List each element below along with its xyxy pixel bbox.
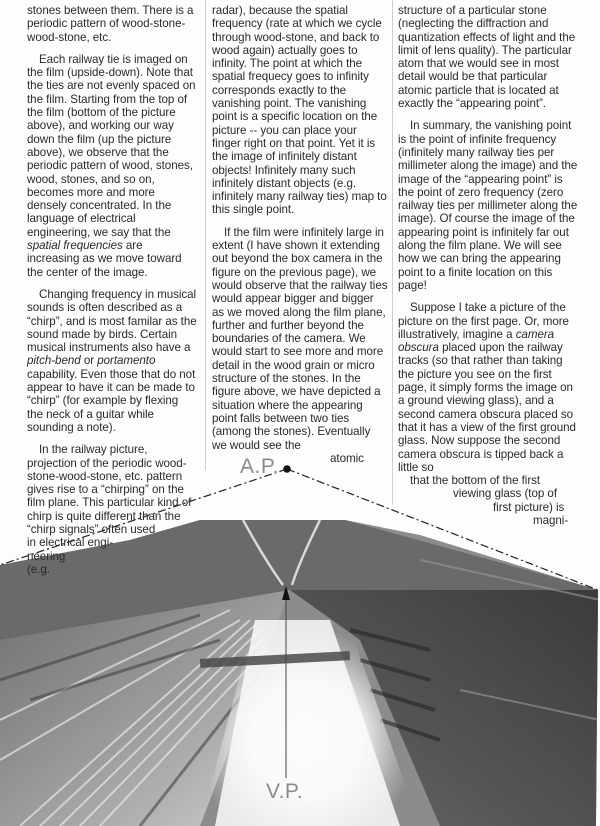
paragraph [27, 53, 197, 279]
text-run: Each railway tie is imaged on the film (upside-down). Note that the ties are not evenly spaced on the film. Starting from the top of the film (bottom of the picture above), and working our way down the film (up the picture above), we observe that the periodic pattern of wood, stones, wood, stones, and so on, becomes more and more densely concentrated. In the language of electrical engineering, we say that the [27, 52, 196, 239]
wrapped-line: that the bottom of the first [410, 474, 541, 488]
text-column-2 [212, 4, 388, 465]
wrapped-line: (e.g. [27, 562, 50, 576]
text-run: Suppose I take a picture of the picture on the first page. Or, more illustratively, imagine a [398, 301, 569, 341]
emphasis-text: portamento [97, 354, 156, 368]
paragraph [398, 301, 578, 474]
wrapped-line: in electrical engi- [27, 536, 114, 550]
paragraph [398, 119, 578, 292]
paragraph [398, 4, 578, 110]
text-column-1 [27, 4, 197, 576]
paragraph [212, 226, 388, 452]
text-run: structure of a particular stone (neglecting the diffraction and quantization effects of light and the limit of lens quality). The particular atom that we would see in most detail would be that particular atomic particle that is located at exactly the “appearing point”. [398, 4, 576, 111]
paragraph [27, 288, 197, 434]
wrapped-line: neering [27, 549, 66, 563]
text-run: are increasing as we move toward the center of the image. [27, 239, 182, 279]
appearing-point-label: A.P. [240, 455, 279, 478]
emphasis-text: pitch-bend [27, 354, 81, 368]
wrapped-line: atomic [330, 451, 364, 465]
wrapped-line: first picture) is [493, 500, 565, 514]
text-run: In summary, the vanishing point is the point of infinite frequency (infinitely many railway ties per millimeter along the image) and the image of the “appearing point” is the point of zero frequency (zero railway ties per millimeter along the image). Of course the image of the appearing point is infinitely far out along the film plane. We will see how we can bring the appearing point to a finite location on this page! [398, 119, 578, 292]
text-run: If the film were infinitely large in extent (I have shown it extending out beyond the box camera in the figure on the previous page), we would observe that the railway ties would appear bigger and bigger as we moved along the film plane, further and further beyond the boundaries of the camera. We would start to see more and more detail in the wood grain or micro structure of the stones. In the figure above, we have depicted a situation where the appearing point falls between two ties (among the stones). Eventually we would see the [212, 225, 388, 452]
vanishing-point-label: V.P. [266, 780, 304, 803]
emphasis-text: spatial frequencies [27, 239, 123, 253]
wrapped-line: viewing glass (top of [453, 487, 557, 501]
text-column-3 [398, 4, 578, 527]
text-run: or [80, 354, 98, 368]
appearing-point-dot [283, 465, 291, 473]
column-separator [205, 0, 206, 470]
text-run: stones between them. There is a periodic pattern of wood-stone-wood-stone, etc. [27, 4, 194, 44]
text-run: In the railway picture, projection of the periodic wood-stone-wood-stone, etc. pattern gives rise to a “chirping” on the film plane. This particular kind of chirp is quite different than the “chirp signals” often used [27, 443, 192, 536]
paragraph [27, 4, 197, 44]
text-run: capability. Even those that do not appear to have it can be made to “chirp” (for example by flexing the neck of a guitar while sounding a note). [27, 367, 196, 434]
text-run: placed upon the railway tracks (so that rather than taking the picture you see on the first page, it simply forms the image on a ground viewing glass), and a second camera obscura placed so that it has a view of the first ground glass. Now suppose the second camera obscura is tipped back a little so [398, 341, 576, 474]
wrapped-line: magni- [533, 513, 569, 527]
paragraph [27, 443, 197, 536]
text-run: radar), because the spatial frequency (rate at which we cycle through wood-stone, and back to wood again) actually goes to infinity. The point at which the spatial frequecy goes to infinity corresponds exactly to the vanishing point. The vanishing point is a specific location on the picture -- you can place your finger right on that point. Yet it is the image of infinitely distant objects! Infinitely many such infinitely distant objects (e.g. infinitely many railway ties) map to this single point. [212, 4, 387, 217]
text-run: Changing frequency in musical sounds is often described as a “chirp”, and is most familar as the sound made by birds. Certain musical instruments also have a [27, 287, 197, 355]
column-separator [392, 0, 393, 505]
paragraph [212, 4, 388, 217]
emphasis-text: camera obscura [398, 327, 555, 355]
